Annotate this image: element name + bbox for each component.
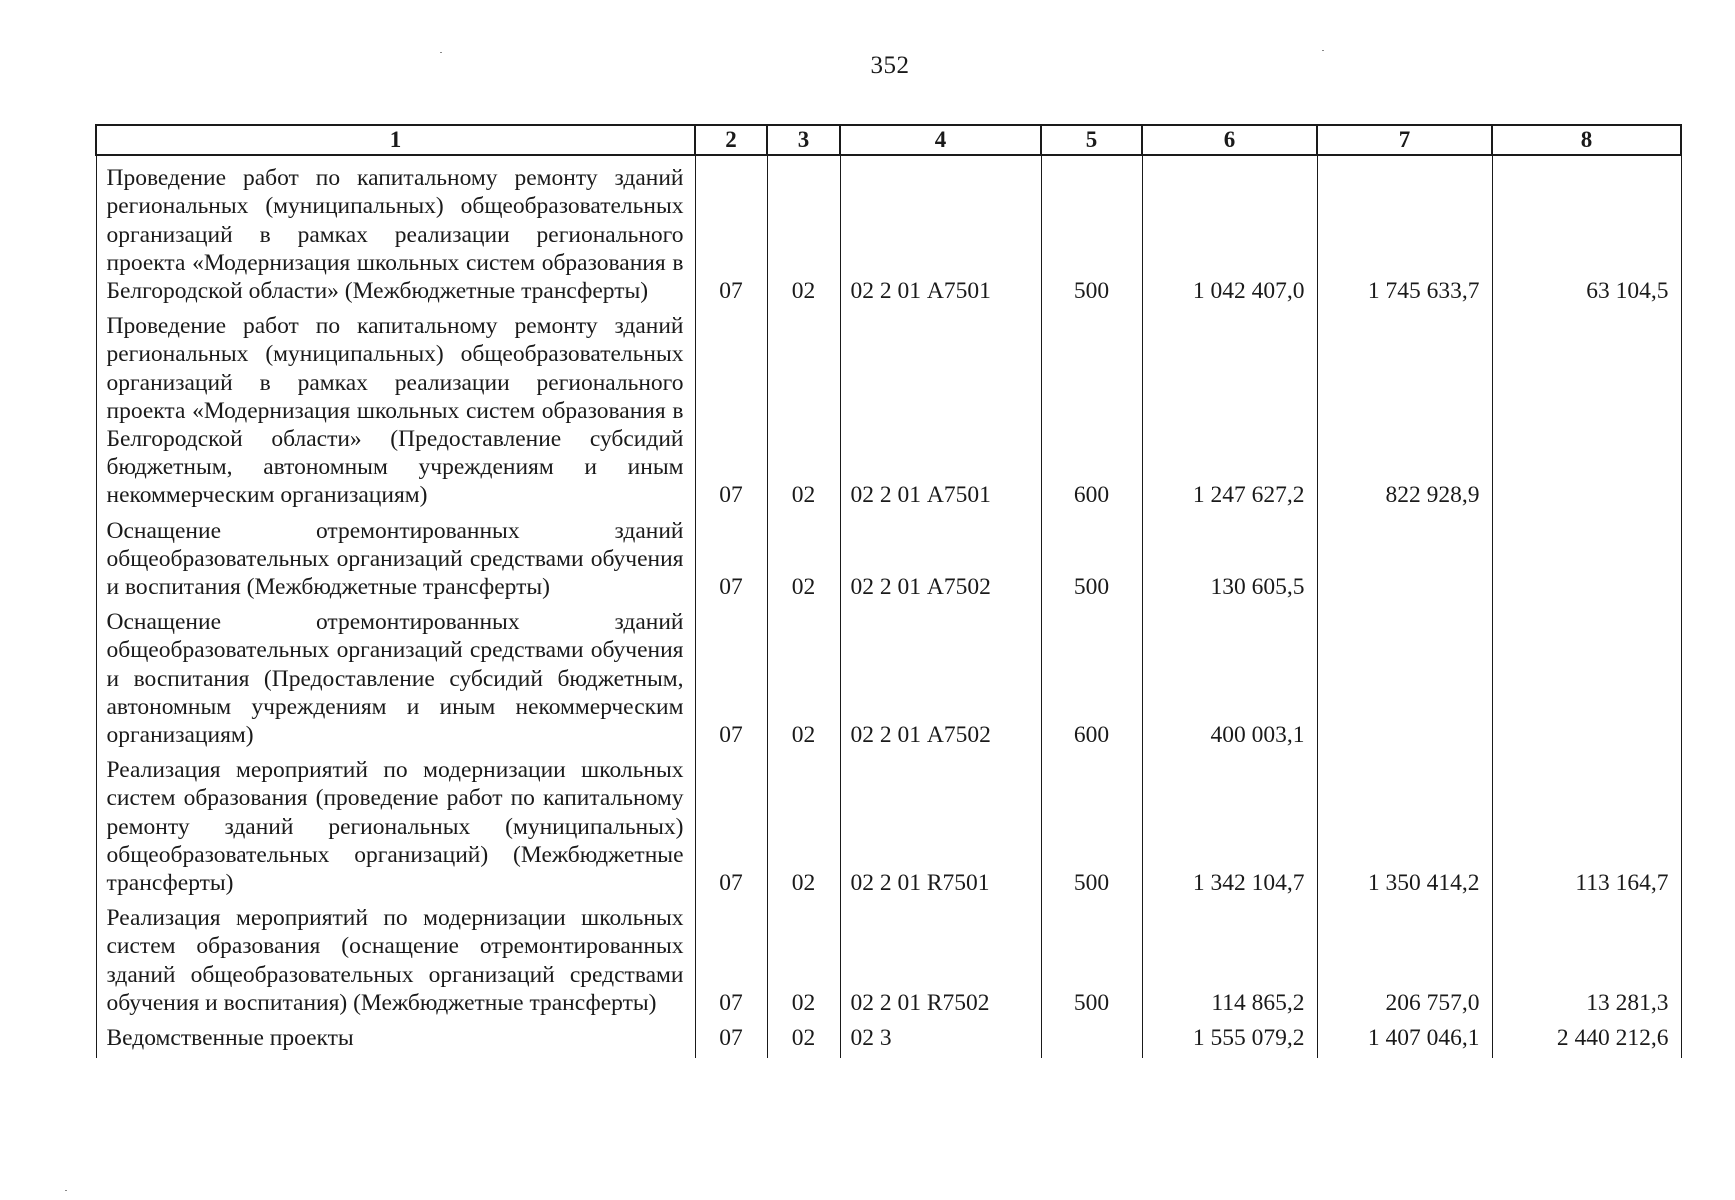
row-amount-8: 63 104,5 — [1492, 155, 1681, 308]
row-amount-7: 1 407 046,1 — [1317, 1020, 1492, 1058]
row-section: 07 — [695, 900, 767, 1020]
row-section: 07 — [695, 604, 767, 752]
row-amount-8 — [1492, 308, 1681, 512]
row-name: Проведение работ по капитальному ремонту зданий региональных (муниципальных) общеобразовательных организаций в рамках реализации регионального проекта «Модернизация школьных систем образования в Белгородской области» (Межбюджетные трансферты) — [96, 155, 695, 308]
row-expense-type: 600 — [1041, 604, 1142, 752]
row-name: Ведомственные проекты — [96, 1020, 695, 1058]
row-expense-type — [1041, 1020, 1142, 1058]
table-row — [96, 900, 1681, 1020]
row-amount-8: 2 440 212,6 — [1492, 1020, 1681, 1058]
row-section: 07 — [695, 155, 767, 308]
row-amount-6: 130 605,5 — [1142, 513, 1317, 605]
page-number: 352 — [870, 52, 910, 79]
scan-speck — [1322, 50, 1324, 51]
column-header-2: 2 — [695, 125, 767, 155]
row-name: Реализация мероприятий по модернизации школьных систем образования (оснащение отремонтированных зданий общеобразовательных организаций средствами обучения и воспитания) (Межбюджетные трансферты) — [96, 900, 695, 1020]
row-amount-7 — [1317, 513, 1492, 605]
row-subsection: 02 — [767, 308, 840, 512]
row-expense-type: 500 — [1041, 752, 1142, 900]
row-name: Оснащение отремонтированных зданий общеобразовательных организаций средствами обучения и воспитания (Предоставление субсидий бюджетным, автономным учреждениям и иным некоммерческим организациям) — [96, 604, 695, 752]
row-subsection: 02 — [767, 1020, 840, 1058]
row-subsection: 02 — [767, 900, 840, 1020]
column-header-3: 3 — [767, 125, 840, 155]
row-expense-type: 500 — [1041, 155, 1142, 308]
row-section: 07 — [695, 513, 767, 605]
row-amount-8: 113 164,7 — [1492, 752, 1681, 900]
row-amount-6: 1 247 627,2 — [1142, 308, 1317, 512]
row-target-code: 02 2 01 А7501 — [840, 308, 1041, 512]
column-header-1: 1 — [96, 125, 695, 155]
table-row — [96, 513, 1681, 605]
row-section: 07 — [695, 308, 767, 512]
column-header-5: 5 — [1041, 125, 1142, 155]
row-name: Проведение работ по капитальному ремонту зданий региональных (муниципальных) общеобразовательных организаций в рамках реализации регионального проекта «Модернизация школьных систем образования в Белгородской области» (Предоставление субсидий бюджетным, автономным учреждениям и иным некоммерческим организациям) — [96, 308, 695, 512]
budget-table — [95, 124, 1682, 1058]
row-amount-7: 822 928,9 — [1317, 308, 1492, 512]
row-target-code: 02 2 01 R7501 — [840, 752, 1041, 900]
row-amount-6: 114 865,2 — [1142, 900, 1317, 1020]
table-row — [96, 155, 1681, 308]
row-name: Оснащение отремонтированных зданий общеобразовательных организаций средствами обучения и воспитания (Межбюджетные трансферты) — [96, 513, 695, 605]
column-header-4: 4 — [840, 125, 1041, 155]
row-expense-type: 600 — [1041, 308, 1142, 512]
row-target-code: 02 2 01 А7501 — [840, 155, 1041, 308]
row-section: 07 — [695, 1020, 767, 1058]
row-target-code: 02 2 01 А7502 — [840, 513, 1041, 605]
table-header — [96, 125, 1681, 155]
column-header-6: 6 — [1142, 125, 1317, 155]
table-body — [96, 155, 1681, 1058]
row-expense-type: 500 — [1041, 513, 1142, 605]
row-amount-8 — [1492, 604, 1681, 752]
row-subsection: 02 — [767, 155, 840, 308]
row-section: 07 — [695, 752, 767, 900]
table-row — [96, 1020, 1681, 1058]
row-amount-6: 1 042 407,0 — [1142, 155, 1317, 308]
row-amount-8 — [1492, 513, 1681, 605]
scan-speck — [65, 1190, 67, 1191]
row-name: Реализация мероприятий по модернизации школьных систем образования (проведение работ по капитальному ремонту зданий региональных (муниципальных) общеобразовательных организаций) (Межбюджетные трансферты) — [96, 752, 695, 900]
row-target-code: 02 2 01 R7502 — [840, 900, 1041, 1020]
table-row — [96, 604, 1681, 752]
row-amount-7: 1 350 414,2 — [1317, 752, 1492, 900]
row-subsection: 02 — [767, 513, 840, 605]
row-target-code: 02 3 — [840, 1020, 1041, 1058]
row-subsection: 02 — [767, 604, 840, 752]
column-header-7: 7 — [1317, 125, 1492, 155]
table-row — [96, 308, 1681, 512]
scan-speck — [440, 52, 442, 53]
row-subsection: 02 — [767, 752, 840, 900]
column-header-8: 8 — [1492, 125, 1681, 155]
row-amount-7 — [1317, 604, 1492, 752]
table-row — [96, 752, 1681, 900]
row-amount-6: 1 342 104,7 — [1142, 752, 1317, 900]
row-amount-6: 400 003,1 — [1142, 604, 1317, 752]
row-amount-7: 1 745 633,7 — [1317, 155, 1492, 308]
row-target-code: 02 2 01 А7502 — [840, 604, 1041, 752]
row-amount-8: 13 281,3 — [1492, 900, 1681, 1020]
row-expense-type: 500 — [1041, 900, 1142, 1020]
row-amount-7: 206 757,0 — [1317, 900, 1492, 1020]
header-row — [96, 125, 1681, 155]
row-amount-6: 1 555 079,2 — [1142, 1020, 1317, 1058]
